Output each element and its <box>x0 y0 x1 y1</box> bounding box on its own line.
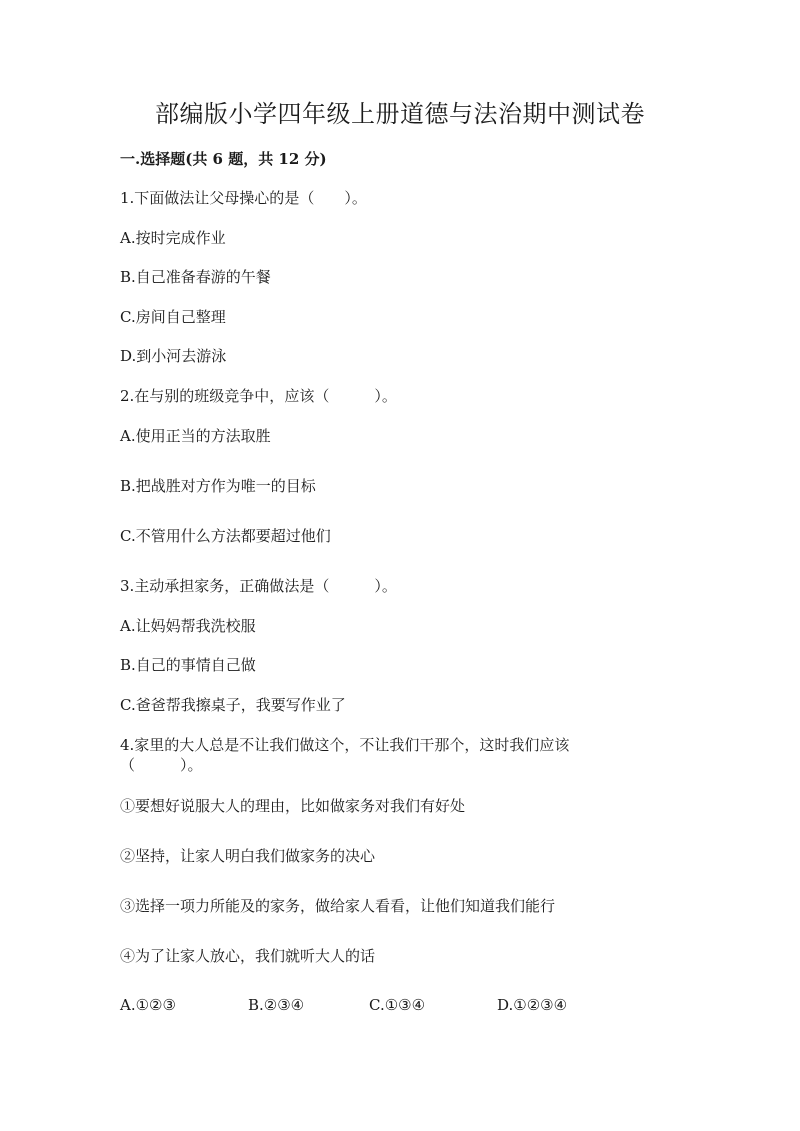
question-4-statement-2: ②坚持，让家人明白我们做家务的决心 <box>120 847 376 865</box>
question-4-choice-d: D.①②③④ <box>497 996 568 1014</box>
question-1-option-a: A.按时完成作业 <box>120 229 226 247</box>
question-2-stem: 2.在与别的班级竞争中，应该（ ）。 <box>120 387 397 405</box>
question-4-statement-1: ①要想好说服大人的理由，比如做家务对我们有好处 <box>120 797 466 815</box>
question-3-option-a: A.让妈妈帮我洗校服 <box>120 617 256 635</box>
page-title: 部编版小学四年级上册道德与法治期中测试卷 <box>155 100 645 128</box>
question-4-stem-line-1: 4.家里的大人总是不让我们做这个，不让我们干那个，这时我们应该 <box>120 736 570 754</box>
question-1-option-c: C.房间自己整理 <box>120 308 226 326</box>
question-3-option-b: B.自己的事情自己做 <box>120 656 256 674</box>
question-2-option-c: C.不管用什么方法都要超过他们 <box>120 527 331 545</box>
question-4-statement-3: ③选择一项力所能及的家务，做给家人看看，让他们知道我们能行 <box>120 897 556 915</box>
question-4-choice-c: C.①③④ <box>369 996 426 1014</box>
question-4-statement-4: ④为了让家人放心，我们就听大人的话 <box>120 947 376 965</box>
question-1-option-d: D.到小河去游泳 <box>120 347 227 365</box>
question-4-stem-line-2: （ ）。 <box>120 756 203 774</box>
question-3-stem: 3.主动承担家务，正确做法是（ ）。 <box>120 577 397 595</box>
question-4-choice-a: A.①②③ <box>120 996 176 1014</box>
question-4-choice-b: B.②③④ <box>248 996 305 1014</box>
question-2-option-a: A.使用正当的方法取胜 <box>120 427 271 445</box>
section-heading: 一.选择题(共 6 题，共 12 分) <box>120 150 327 168</box>
question-4-choices <box>0 996 800 1018</box>
question-1-stem: 1.下面做法让父母操心的是（ ）。 <box>120 189 367 207</box>
question-2-option-b: B.把战胜对方作为唯一的目标 <box>120 477 316 495</box>
question-1-option-b: B.自己准备春游的午餐 <box>120 268 271 286</box>
question-3-option-c: C.爸爸帮我擦桌子，我要写作业了 <box>120 696 346 714</box>
